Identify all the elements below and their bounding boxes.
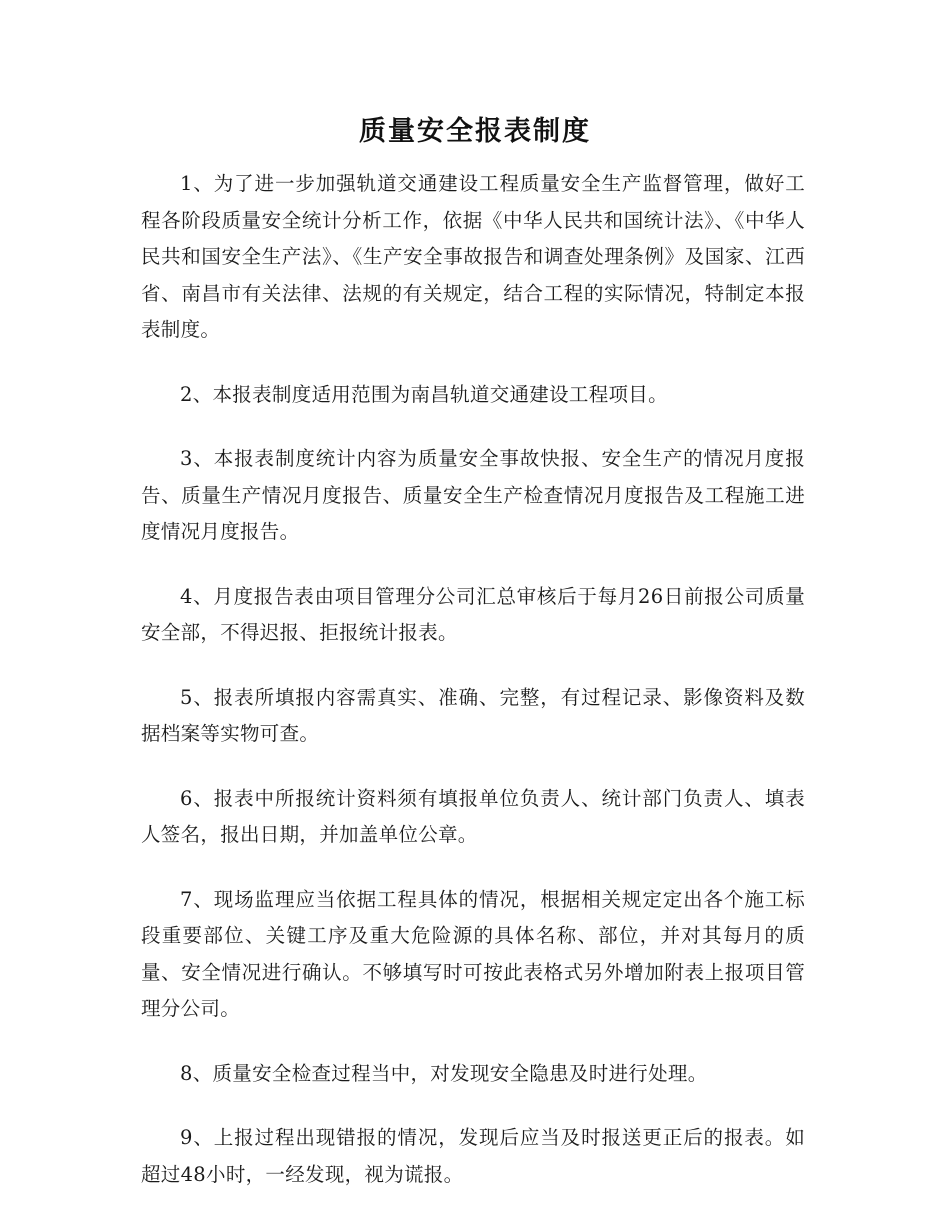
paragraph-7: 7、现场监理应当依据工程具体的情况，根据相关规定定出各个施工标段重要部位、关键工序及重大危险源的具体名称、部位，并对其每月的质量、安全情况进行确认。不够填写时可按此表格式另外增加附表上报项目管理分公司。	[141, 887, 805, 1020]
paragraph-8: 8、质量安全检查过程当中，对发现安全隐患及时进行处理。	[180, 1061, 708, 1085]
paragraph-1: 1、为了进一步加强轨道交通建设工程质量安全生产监督管理，做好工程各阶段质量安全统计分析工作，依据《中华人民共和国统计法》、《中华人民共和国安全生产法》、《生产安全事故报告和调查处理条例》及国家、江西省、南昌市有关法律、法规的有关规定，结合工程的实际情况，特制定本报表制度。	[141, 172, 805, 341]
paragraph-9: 9、上报过程出现错报的情况，发现后应当及时报送更正后的报表。如超过48小时，一经发现，视为谎报。	[141, 1126, 805, 1186]
paragraph-6: 6、报表中所报统计资料须有填报单位负责人、统计部门负责人、填表人签名，报出日期，并加盖单位公章。	[141, 786, 805, 846]
paragraph-3: 3、本报表制度统计内容为质量安全事故快报、安全生产的情况月度报告、质量生产情况月度报告、质量安全生产检查情况月度报告及工程施工进度情况月度报告。	[141, 447, 805, 543]
paragraph-5: 5、报表所填报内容需真实、准确、完整，有过程记录、影像资料及数据档案等实物可查。	[141, 685, 805, 745]
paragraph-4: 4、月度报告表由项目管理分公司汇总审核后于每月26日前报公司质量安全部，不得迟报、拒报统计报表。	[141, 584, 805, 644]
document-title: 质量安全报表制度	[359, 116, 591, 147]
paragraph-2: 2、本报表制度适用范围为南昌轨道交通建设工程项目。	[180, 382, 668, 406]
document-body	[141, 166, 805, 1221]
